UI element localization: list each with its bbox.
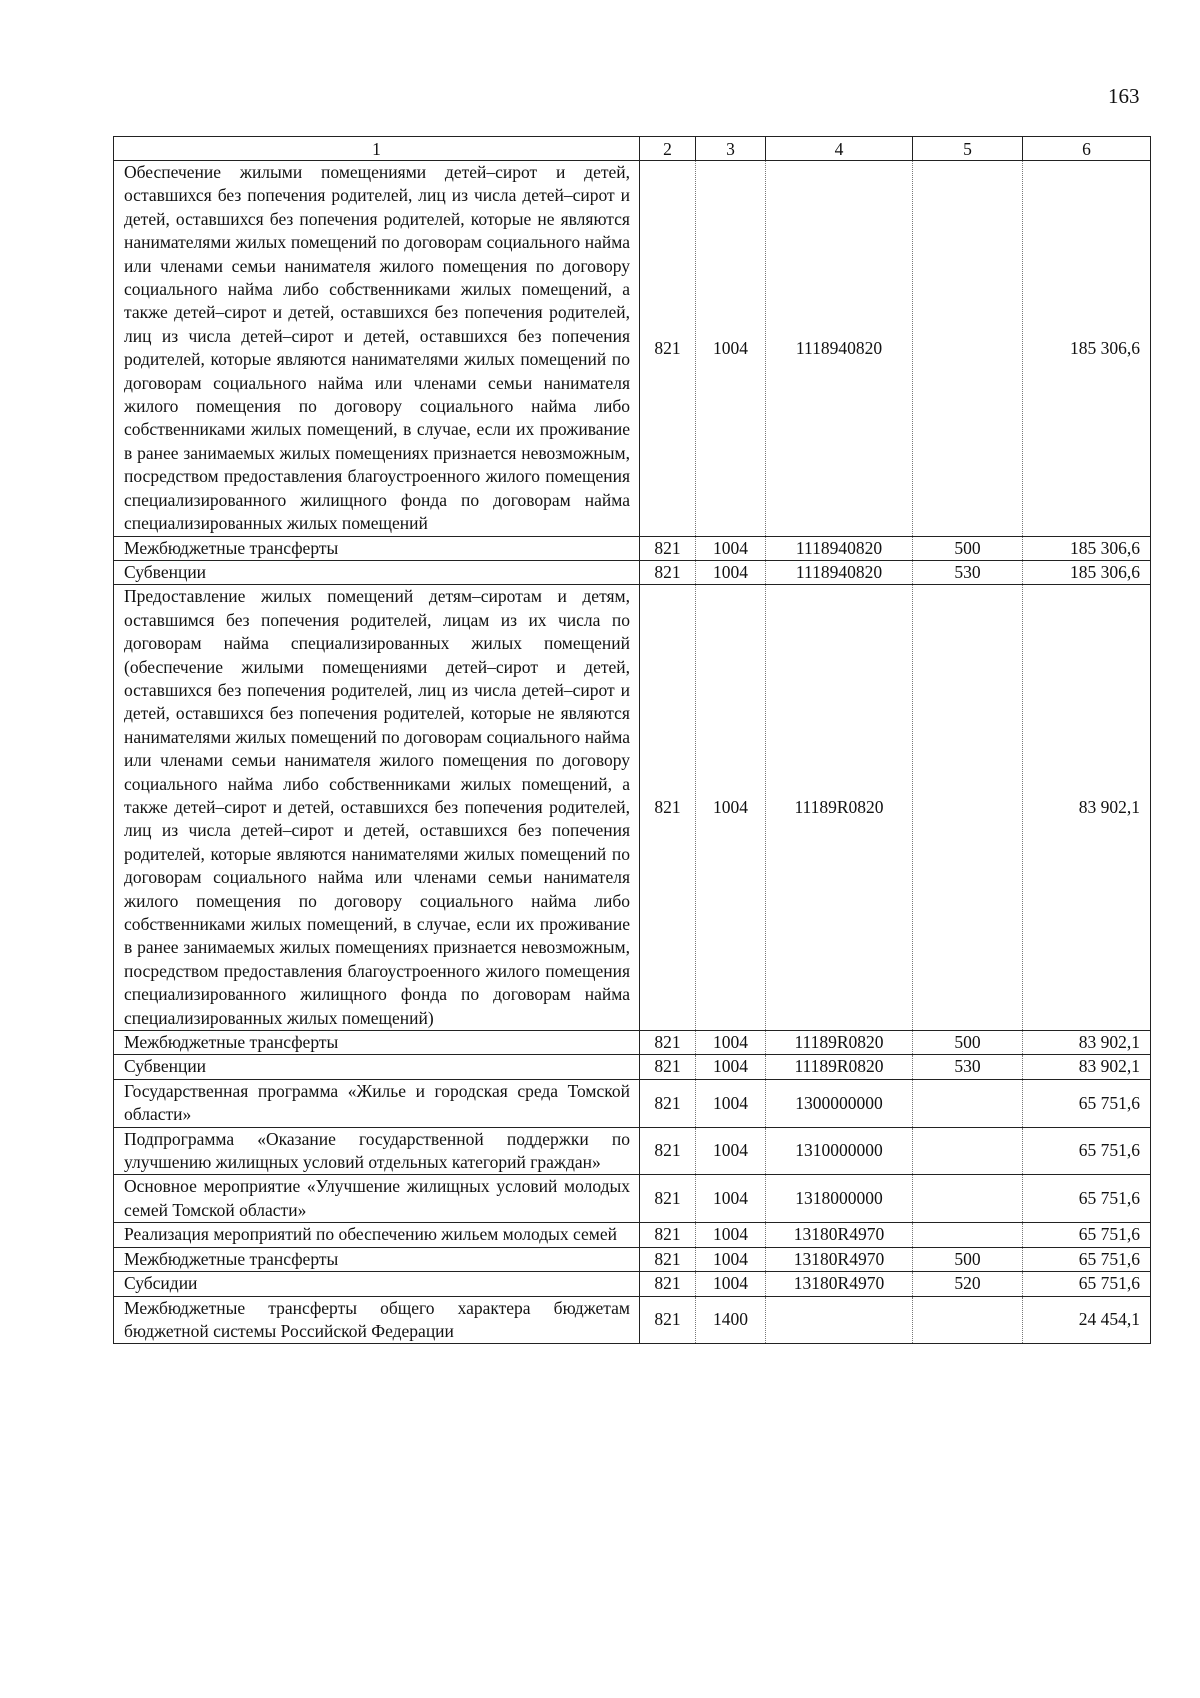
- row-section-code: 1004: [696, 560, 766, 584]
- row-target-article: 1118940820: [766, 536, 913, 560]
- table-row: [114, 536, 1151, 560]
- row-name: Межбюджетные трансферты: [114, 1247, 640, 1271]
- row-name: Государственная программа «Жилье и городская среда Томской области»: [114, 1079, 640, 1127]
- row-amount: 185 306,6: [1023, 536, 1151, 560]
- table-row: [114, 585, 1151, 1031]
- row-name: Обеспечение жилыми помещениями детей–сирот и детей, оставшихся без попечения родителей, лиц из числа детей–сирот и детей, оставшихся без попечения родителей, которые не являются нанимателями жилых помещений по договорам социального найма или членами семьи нанимателя жилого помещения по договору социального найма либо собственниками жилых помещений, а также детей–сирот и детей, оставшихся без попечения родителей, лиц из числа детей–сирот и детей, оставшихся без попечения родителей, которые являются нанимателями жилых помещений по договорам социального найма или членами семьи нанимателя жилого помещения по договору социального найма либо собственниками жилых помещений, в случае, если их проживание в ранее занимаемых жилых помещениях признается невозможным, посредством предоставления благоустроенного жилого помещения специализированного жилищного фонда по договорам найма специализированных жилых помещений: [114, 161, 640, 537]
- row-target-article: 13180R4970: [766, 1247, 913, 1271]
- row-section-code: 1004: [696, 1272, 766, 1296]
- row-name: Субсидии: [114, 1272, 640, 1296]
- table-row: [114, 560, 1151, 584]
- table-row: [114, 1223, 1151, 1247]
- row-ministry-code: 821: [640, 161, 696, 537]
- row-expense-type: [913, 1296, 1023, 1344]
- table-row: [114, 1296, 1151, 1344]
- row-expense-type: 530: [913, 560, 1023, 584]
- row-amount: 185 306,6: [1023, 161, 1151, 537]
- row-expense-type: 530: [913, 1055, 1023, 1079]
- row-target-article: 1118940820: [766, 161, 913, 537]
- row-target-article: 1318000000: [766, 1175, 913, 1223]
- row-target-article: 11189R0820: [766, 585, 913, 1031]
- row-section-code: 1004: [696, 1055, 766, 1079]
- row-name: Предоставление жилых помещений детям–сиротам и детям, оставшимся без попечения родителей, лицам из их числа по договорам найма специализированных жилых помещений (обеспечение жилыми помещениями детей–сирот и детей, оставшихся без попечения родителей, лиц из числа детей–сирот и детей, оставшихся без попечения родителей, которые не являются нанимателями жилых помещений по договорам социального найма или членами семьи нанимателя жилого помещения по договору социального найма либо собственниками жилых помещений, а также детей–сирот и детей, оставшихся без попечения родителей, лиц из числа детей–сирот и детей, оставшихся без попечения родителей, которые являются нанимателями жилых помещений по договорам социального найма или членами семьи нанимателя жилого помещения по договору социального найма либо собственниками жилых помещений, в случае, если их проживание в ранее занимаемых жилых помещениях признается невозможным, посредством предоставления благоустроенного жилого помещения специализированного жилищного фонда по договорам найма специализированных жилых помещений): [114, 585, 640, 1031]
- row-section-code: 1004: [696, 161, 766, 537]
- row-ministry-code: 821: [640, 1055, 696, 1079]
- row-amount: 65 751,6: [1023, 1272, 1151, 1296]
- row-target-article: 1310000000: [766, 1127, 913, 1175]
- row-amount: 185 306,6: [1023, 560, 1151, 584]
- row-amount: 83 902,1: [1023, 1055, 1151, 1079]
- row-section-code: 1004: [696, 1031, 766, 1055]
- row-target-article: 11189R0820: [766, 1055, 913, 1079]
- row-amount: 65 751,6: [1023, 1175, 1151, 1223]
- table-row: [114, 1247, 1151, 1271]
- row-target-article: 13180R4970: [766, 1223, 913, 1247]
- row-ministry-code: 821: [640, 1079, 696, 1127]
- row-amount: 65 751,6: [1023, 1079, 1151, 1127]
- row-ministry-code: 821: [640, 1175, 696, 1223]
- row-name: Реализация мероприятий по обеспечению жильем молодых семей: [114, 1223, 640, 1247]
- row-section-code: 1004: [696, 1247, 766, 1271]
- row-section-code: 1004: [696, 1079, 766, 1127]
- row-expense-type: 500: [913, 536, 1023, 560]
- row-expense-type: [913, 1079, 1023, 1127]
- row-ministry-code: 821: [640, 1272, 696, 1296]
- table-row: [114, 1031, 1151, 1055]
- row-amount: 83 902,1: [1023, 585, 1151, 1031]
- row-name: Межбюджетные трансферты: [114, 1031, 640, 1055]
- row-expense-type: [913, 1127, 1023, 1175]
- table-row: [114, 1175, 1151, 1223]
- row-section-code: 1004: [696, 536, 766, 560]
- row-target-article: 1300000000: [766, 1079, 913, 1127]
- row-ministry-code: 821: [640, 560, 696, 584]
- table-row: [114, 1127, 1151, 1175]
- table-row: [114, 1055, 1151, 1079]
- row-expense-type: [913, 161, 1023, 537]
- row-name: Подпрограмма «Оказание государственной поддержки по улучшению жилищных условий отдельных категорий граждан»: [114, 1127, 640, 1175]
- budget-table: [113, 136, 1151, 1344]
- header-cell: 5: [913, 137, 1023, 161]
- row-section-code: 1004: [696, 585, 766, 1031]
- table-row: [114, 161, 1151, 537]
- row-amount: 65 751,6: [1023, 1247, 1151, 1271]
- row-section-code: 1004: [696, 1223, 766, 1247]
- row-amount: 65 751,6: [1023, 1127, 1151, 1175]
- row-amount: 65 751,6: [1023, 1223, 1151, 1247]
- row-target-article: 11189R0820: [766, 1031, 913, 1055]
- row-ministry-code: 821: [640, 585, 696, 1031]
- header-cell: 6: [1023, 137, 1151, 161]
- header-row: [114, 137, 1151, 161]
- row-section-code: 1400: [696, 1296, 766, 1344]
- row-amount: 24 454,1: [1023, 1296, 1151, 1344]
- page-number: 163: [1108, 84, 1140, 108]
- row-expense-type: [913, 1175, 1023, 1223]
- row-amount: 83 902,1: [1023, 1031, 1151, 1055]
- row-name: Межбюджетные трансферты: [114, 536, 640, 560]
- row-name: Субвенции: [114, 1055, 640, 1079]
- row-name: Субвенции: [114, 560, 640, 584]
- row-expense-type: [913, 1223, 1023, 1247]
- row-section-code: 1004: [696, 1175, 766, 1223]
- header-cell: 4: [766, 137, 913, 161]
- row-ministry-code: 821: [640, 1247, 696, 1271]
- row-target-article: 13180R4970: [766, 1272, 913, 1296]
- table-row: [114, 1079, 1151, 1127]
- row-section-code: 1004: [696, 1127, 766, 1175]
- row-ministry-code: 821: [640, 1223, 696, 1247]
- row-name: Межбюджетные трансферты общего характера бюджетам бюджетной системы Российской Федерации: [114, 1296, 640, 1344]
- row-expense-type: 520: [913, 1272, 1023, 1296]
- table-row: [114, 1272, 1151, 1296]
- row-target-article: 1118940820: [766, 560, 913, 584]
- row-ministry-code: 821: [640, 1127, 696, 1175]
- header-cell: 3: [696, 137, 766, 161]
- row-target-article: [766, 1296, 913, 1344]
- row-ministry-code: 821: [640, 1296, 696, 1344]
- row-expense-type: [913, 585, 1023, 1031]
- row-ministry-code: 821: [640, 536, 696, 560]
- row-expense-type: 500: [913, 1031, 1023, 1055]
- header-cell: 2: [640, 137, 696, 161]
- row-expense-type: 500: [913, 1247, 1023, 1271]
- row-name: Основное мероприятие «Улучшение жилищных условий молодых семей Томской области»: [114, 1175, 640, 1223]
- header-cell: 1: [114, 137, 640, 161]
- row-ministry-code: 821: [640, 1031, 696, 1055]
